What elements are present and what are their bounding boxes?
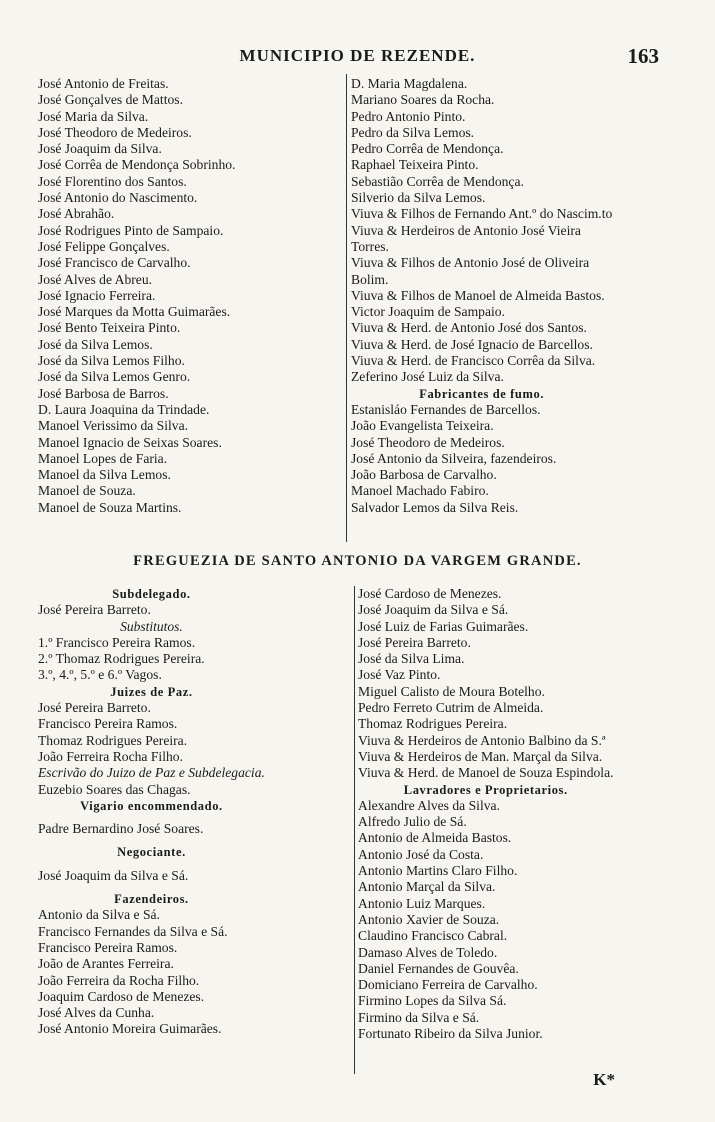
list-item: José Ignacio Ferreira. bbox=[38, 287, 156, 303]
list-item: José Barbosa de Barros. bbox=[38, 385, 169, 401]
substituto-item: 3.º, 4.º, 5.º e 6.º Vagos. bbox=[38, 667, 162, 683]
fazendeiro-item: José Antonio Moreira Guimarães. bbox=[38, 1021, 222, 1037]
lavrador-item: Firmino da Silva e Sá. bbox=[358, 1009, 480, 1025]
lavrador-item: Alfredo Julio de Sá. bbox=[358, 814, 467, 830]
fazendeiro-item: Francisco Pereira Ramos. bbox=[38, 939, 178, 955]
fabricante-item: José Antonio da Silveira, fazendeiros. bbox=[351, 450, 557, 466]
juiz-item: Francisco Pereira Ramos. bbox=[38, 716, 178, 732]
list-item: Viuva & Herd. de Francisco Corrêa da Silva. bbox=[351, 353, 596, 369]
list-item: Viuva & Herdeiros de Man. Marçal da Silva. bbox=[358, 748, 603, 764]
fazendeiro-item: Francisco Fernandes da Silva e Sá. bbox=[38, 923, 228, 939]
vigario-name: Padre Bernardino José Soares. bbox=[38, 821, 204, 837]
list-item: Mariano Soares da Rocha. bbox=[351, 92, 495, 108]
substitutos-heading: Substitutos. bbox=[120, 618, 183, 634]
list-item: José Vaz Pinto. bbox=[358, 667, 441, 683]
list-item: Victor Joaquim de Sampaio. bbox=[351, 304, 505, 320]
list-item: Zeferino José Luiz da Silva. bbox=[351, 369, 504, 385]
list-item: José Theodoro de Medeiros. bbox=[38, 124, 192, 140]
list-item: José da Silva Lima. bbox=[358, 651, 465, 667]
list-item: Manoel Lopes de Faria. bbox=[38, 450, 168, 466]
fabricante-item: Manoel Machado Fabiro. bbox=[351, 483, 489, 499]
list-item: José Abrahão. bbox=[38, 206, 115, 222]
lavrador-item: Fortunato Ribeiro da Silva Junior. bbox=[358, 1026, 543, 1042]
list-item: Pedro Antonio Pinto. bbox=[351, 108, 466, 124]
lavrador-item: Claudino Francisco Cabral. bbox=[358, 928, 508, 944]
subdelegado-name: José Pereira Barreto. bbox=[38, 602, 151, 618]
juiz-item: José Pereira Barreto. bbox=[38, 700, 151, 716]
list-item: Sebastião Corrêa de Mendonça. bbox=[351, 173, 524, 189]
fabricante-item: João Evangelista Teixeira. bbox=[351, 418, 494, 434]
list-item: Viuva & Herd. de Manoel de Souza Espindola. bbox=[358, 765, 614, 781]
list-item: José Luiz de Farias Guimarães. bbox=[358, 618, 529, 634]
list-item: José da Silva Lemos Genro. bbox=[38, 369, 191, 385]
negociante-name: José Joaquim da Silva e Sá. bbox=[38, 867, 189, 883]
lavrador-item: Alexandre Alves da Silva. bbox=[358, 797, 500, 813]
fabricante-item: João Barbosa de Carvalho. bbox=[351, 467, 497, 483]
list-item: D. Maria Magdalena. bbox=[351, 76, 468, 91]
list-item: Viuva & Herdeiros de Antonio Balbino da S.ª bbox=[358, 732, 606, 748]
subdelegado-heading: Subdelegado. bbox=[112, 587, 191, 601]
parish-section-title: FREGUEZIA DE SANTO ANTONIO DA VARGEM GRANDE. bbox=[133, 553, 582, 569]
list-item: Pedro Corrêa de Mendonça. bbox=[351, 141, 504, 157]
list-item: Viuva & Herd. de José Ignacio de Barcellos. bbox=[351, 336, 593, 352]
lavrador-item: Domiciano Ferreira de Carvalho. bbox=[358, 977, 538, 993]
juizes-heading: Juizes de Paz. bbox=[110, 684, 193, 699]
top-left-column bbox=[38, 76, 235, 516]
bottom-left-column bbox=[38, 586, 265, 1038]
list-item: José Gonçalves de Mattos. bbox=[38, 92, 183, 108]
lavrador-item: Daniel Fernandes de Gouvêa. bbox=[358, 960, 519, 976]
page-header-title: MUNICIPIO DE REZENDE. bbox=[239, 46, 476, 65]
column-divider-top bbox=[346, 74, 347, 542]
lavrador-item: Damaso Alves de Toledo. bbox=[358, 944, 498, 960]
list-item: Raphael Teixeira Pinto. bbox=[351, 157, 479, 173]
fabricante-item: Salvador Lemos da Silva Reis. bbox=[351, 499, 519, 515]
fazendeiro-item: Antonio da Silva e Sá. bbox=[38, 907, 160, 923]
lavrador-item: Antonio Xavier de Souza. bbox=[358, 911, 500, 927]
fazendeiro-item: Joaquim Cardoso de Menezes. bbox=[38, 988, 205, 1004]
list-item: José da Silva Lemos. bbox=[38, 336, 153, 352]
list-item: José Bento Teixeira Pinto. bbox=[38, 320, 181, 336]
list-item: Manoel da Silva Lemos. bbox=[38, 467, 171, 483]
bottom-right-column bbox=[358, 586, 614, 1042]
fabricantes-heading: Fabricantes de fumo. bbox=[419, 386, 545, 401]
juiz-item: Thomaz Rodrigues Pereira. bbox=[38, 732, 188, 748]
list-item: Silverio da Silva Lemos. bbox=[351, 190, 486, 206]
list-item: José Francisco de Carvalho. bbox=[38, 255, 191, 271]
lavradores-heading: Lavradores e Proprietarios. bbox=[403, 782, 568, 797]
fazendeiro-item: João de Arantes Ferreira. bbox=[38, 956, 174, 972]
list-item: Manoel Ignacio de Seixas Soares. bbox=[38, 434, 222, 450]
negociante-heading: Negociante. bbox=[117, 845, 186, 860]
list-item: Viuva & Filhos de Antonio José de Oliveira bbox=[351, 255, 590, 271]
lavrador-item: Antonio Marçal da Silva. bbox=[358, 879, 496, 895]
list-item: Torres. bbox=[351, 238, 389, 254]
substituto-item: 2.º Thomaz Rodrigues Pereira. bbox=[38, 651, 205, 667]
fazendeiro-item: José Alves da Cunha. bbox=[38, 1005, 155, 1021]
list-item: Viuva & Filhos de Manoel de Almeida Bastos. bbox=[351, 287, 605, 303]
list-item: Miguel Calisto de Moura Botelho. bbox=[358, 683, 545, 699]
fazendeiros-heading: Fazendeiros. bbox=[114, 892, 189, 907]
list-item: José Cardoso de Menezes. bbox=[358, 586, 502, 601]
fazendeiro-item: João Ferreira da Rocha Filho. bbox=[38, 972, 200, 988]
list-item: Pedro da Silva Lemos. bbox=[351, 124, 475, 140]
list-item: José Pereira Barreto. bbox=[358, 634, 471, 650]
fabricante-item: José Theodoro de Medeiros. bbox=[351, 434, 505, 450]
list-item: José Florentino dos Santos. bbox=[38, 173, 187, 189]
list-item: Viuva & Herdeiros de Antonio José Vieira bbox=[351, 222, 581, 238]
list-item: José Rodrigues Pinto de Sampaio. bbox=[38, 222, 224, 238]
lavrador-item: Antonio José da Costa. bbox=[358, 846, 484, 862]
list-item: José Alves de Abreu. bbox=[38, 271, 153, 287]
list-item: Viuva & Herd. de Antonio José dos Santos. bbox=[351, 320, 587, 336]
list-item: Pedro Ferreto Cutrim de Almeida. bbox=[358, 700, 544, 716]
page-number: 163 bbox=[627, 44, 659, 68]
list-item: Manoel de Souza Martins. bbox=[38, 499, 182, 515]
juiz-item: João Ferreira Rocha Filho. bbox=[38, 748, 183, 764]
escrivao-name: Euzebio Soares das Chagas. bbox=[38, 781, 191, 797]
list-item: José Corrêa de Mendonça Sobrinho. bbox=[38, 157, 236, 173]
list-item: José da Silva Lemos Filho. bbox=[38, 353, 185, 369]
top-right-column bbox=[351, 76, 612, 516]
signature-mark: K* bbox=[593, 1070, 615, 1089]
list-item: José Felippe Gonçalves. bbox=[38, 238, 170, 254]
list-item: José Joaquim da Silva. bbox=[38, 141, 162, 157]
lavrador-item: Antonio Luiz Marques. bbox=[358, 895, 486, 911]
list-item: Manoel Verissimo da Silva. bbox=[38, 418, 189, 434]
list-item: Bolim. bbox=[351, 271, 389, 287]
list-item: Thomaz Rodrigues Pereira. bbox=[358, 716, 508, 732]
substituto-item: 1.º Francisco Pereira Ramos. bbox=[38, 634, 196, 650]
list-item: Manoel de Souza. bbox=[38, 483, 136, 499]
vigario-heading: Vigario encommendado. bbox=[80, 798, 223, 813]
list-item: José Marques da Motta Guimarães. bbox=[38, 304, 231, 320]
list-item: José Antonio de Freitas. bbox=[38, 76, 169, 91]
column-divider-bottom bbox=[354, 586, 355, 1074]
list-item: José Joaquim da Silva e Sá. bbox=[358, 602, 509, 618]
lavrador-item: Firmino Lopes da Silva Sá. bbox=[358, 993, 507, 1009]
list-item: D. Laura Joaquina da Trindade. bbox=[38, 401, 210, 417]
list-item: José Maria da Silva. bbox=[38, 108, 149, 124]
list-item: José Antonio do Nascimento. bbox=[38, 190, 198, 206]
fabricante-item: Estanisláo Fernandes de Barcellos. bbox=[351, 401, 541, 417]
list-item: Viuva & Filhos de Fernando Ant.º do Nascim.to bbox=[351, 206, 613, 222]
lavrador-item: Antonio de Almeida Bastos. bbox=[358, 830, 512, 846]
lavrador-item: Antonio Martins Claro Filho. bbox=[358, 863, 518, 879]
escrivao-label: Escrivão do Juizo de Paz e Subdelegacia. bbox=[38, 765, 265, 781]
